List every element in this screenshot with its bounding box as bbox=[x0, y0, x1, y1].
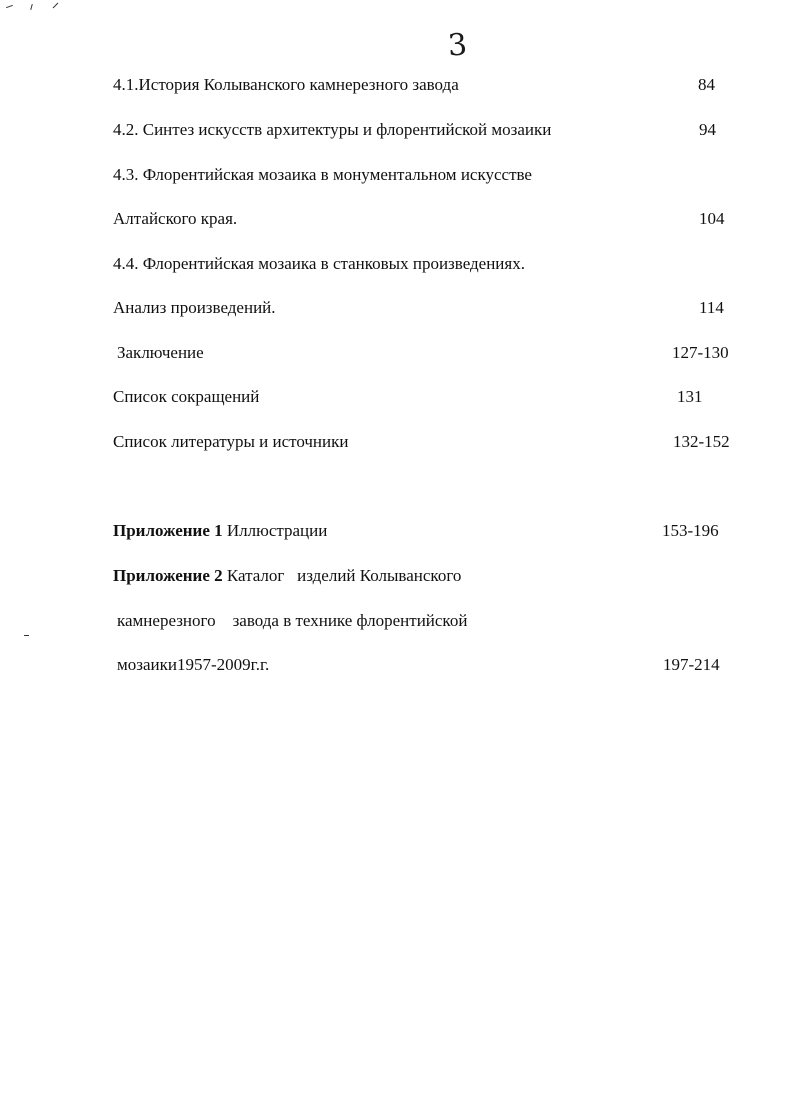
appendix-2-line bbox=[113, 566, 461, 586]
appendix-2-line2: камнерезного завода в технике флорентийской bbox=[117, 611, 468, 630]
toc-entry-title: 4.4. Флорентийская мозаика в станковых произведениях. bbox=[113, 254, 525, 273]
appendix-1-line bbox=[113, 521, 327, 541]
appendix-2-line3: мозаики1957-2009г.г. bbox=[117, 655, 270, 674]
appendix-2-page: 197-214 bbox=[663, 655, 720, 674]
toc-entry-title: Список литературы и источники bbox=[113, 432, 349, 451]
toc-entry-title: Алтайского края. bbox=[113, 209, 238, 228]
toc-entry-page: 131 bbox=[677, 387, 703, 406]
toc-entry-page: 132-152 bbox=[673, 432, 730, 451]
toc-entry-page: 84 bbox=[698, 75, 715, 94]
page-number: 3 bbox=[446, 27, 469, 64]
toc-entry-page: 114 bbox=[699, 298, 724, 317]
toc-entry-title: 4.1.История Колыванского камнерезного завода bbox=[113, 75, 459, 94]
toc-entry-title: Заключение bbox=[117, 343, 204, 362]
appendix-1-page: 153-196 bbox=[662, 521, 719, 540]
appendix-1-title: Иллюстрации bbox=[226, 521, 328, 540]
appendix-2-line1: Каталог изделий Колыванского bbox=[226, 566, 462, 585]
toc-entry-title: Список сокращений bbox=[113, 387, 260, 406]
toc-entry-page: 127-130 bbox=[672, 343, 729, 362]
appendix-2-label: Приложение 2 bbox=[113, 566, 223, 585]
toc-entry-title: Анализ произведений. bbox=[113, 298, 276, 317]
scan-mark-left bbox=[24, 635, 29, 636]
toc-entry-title: 4.3. Флорентийская мозаика в монументальном искусстве bbox=[113, 165, 532, 184]
appendix-1-label: Приложение 1 bbox=[113, 521, 223, 540]
toc-entry-page: 94 bbox=[699, 120, 716, 139]
toc-entry-title: 4.2. Синтез искусств архитектуры и флорентийской мозаики bbox=[113, 120, 552, 139]
toc-entry-page: 104 bbox=[699, 209, 725, 228]
